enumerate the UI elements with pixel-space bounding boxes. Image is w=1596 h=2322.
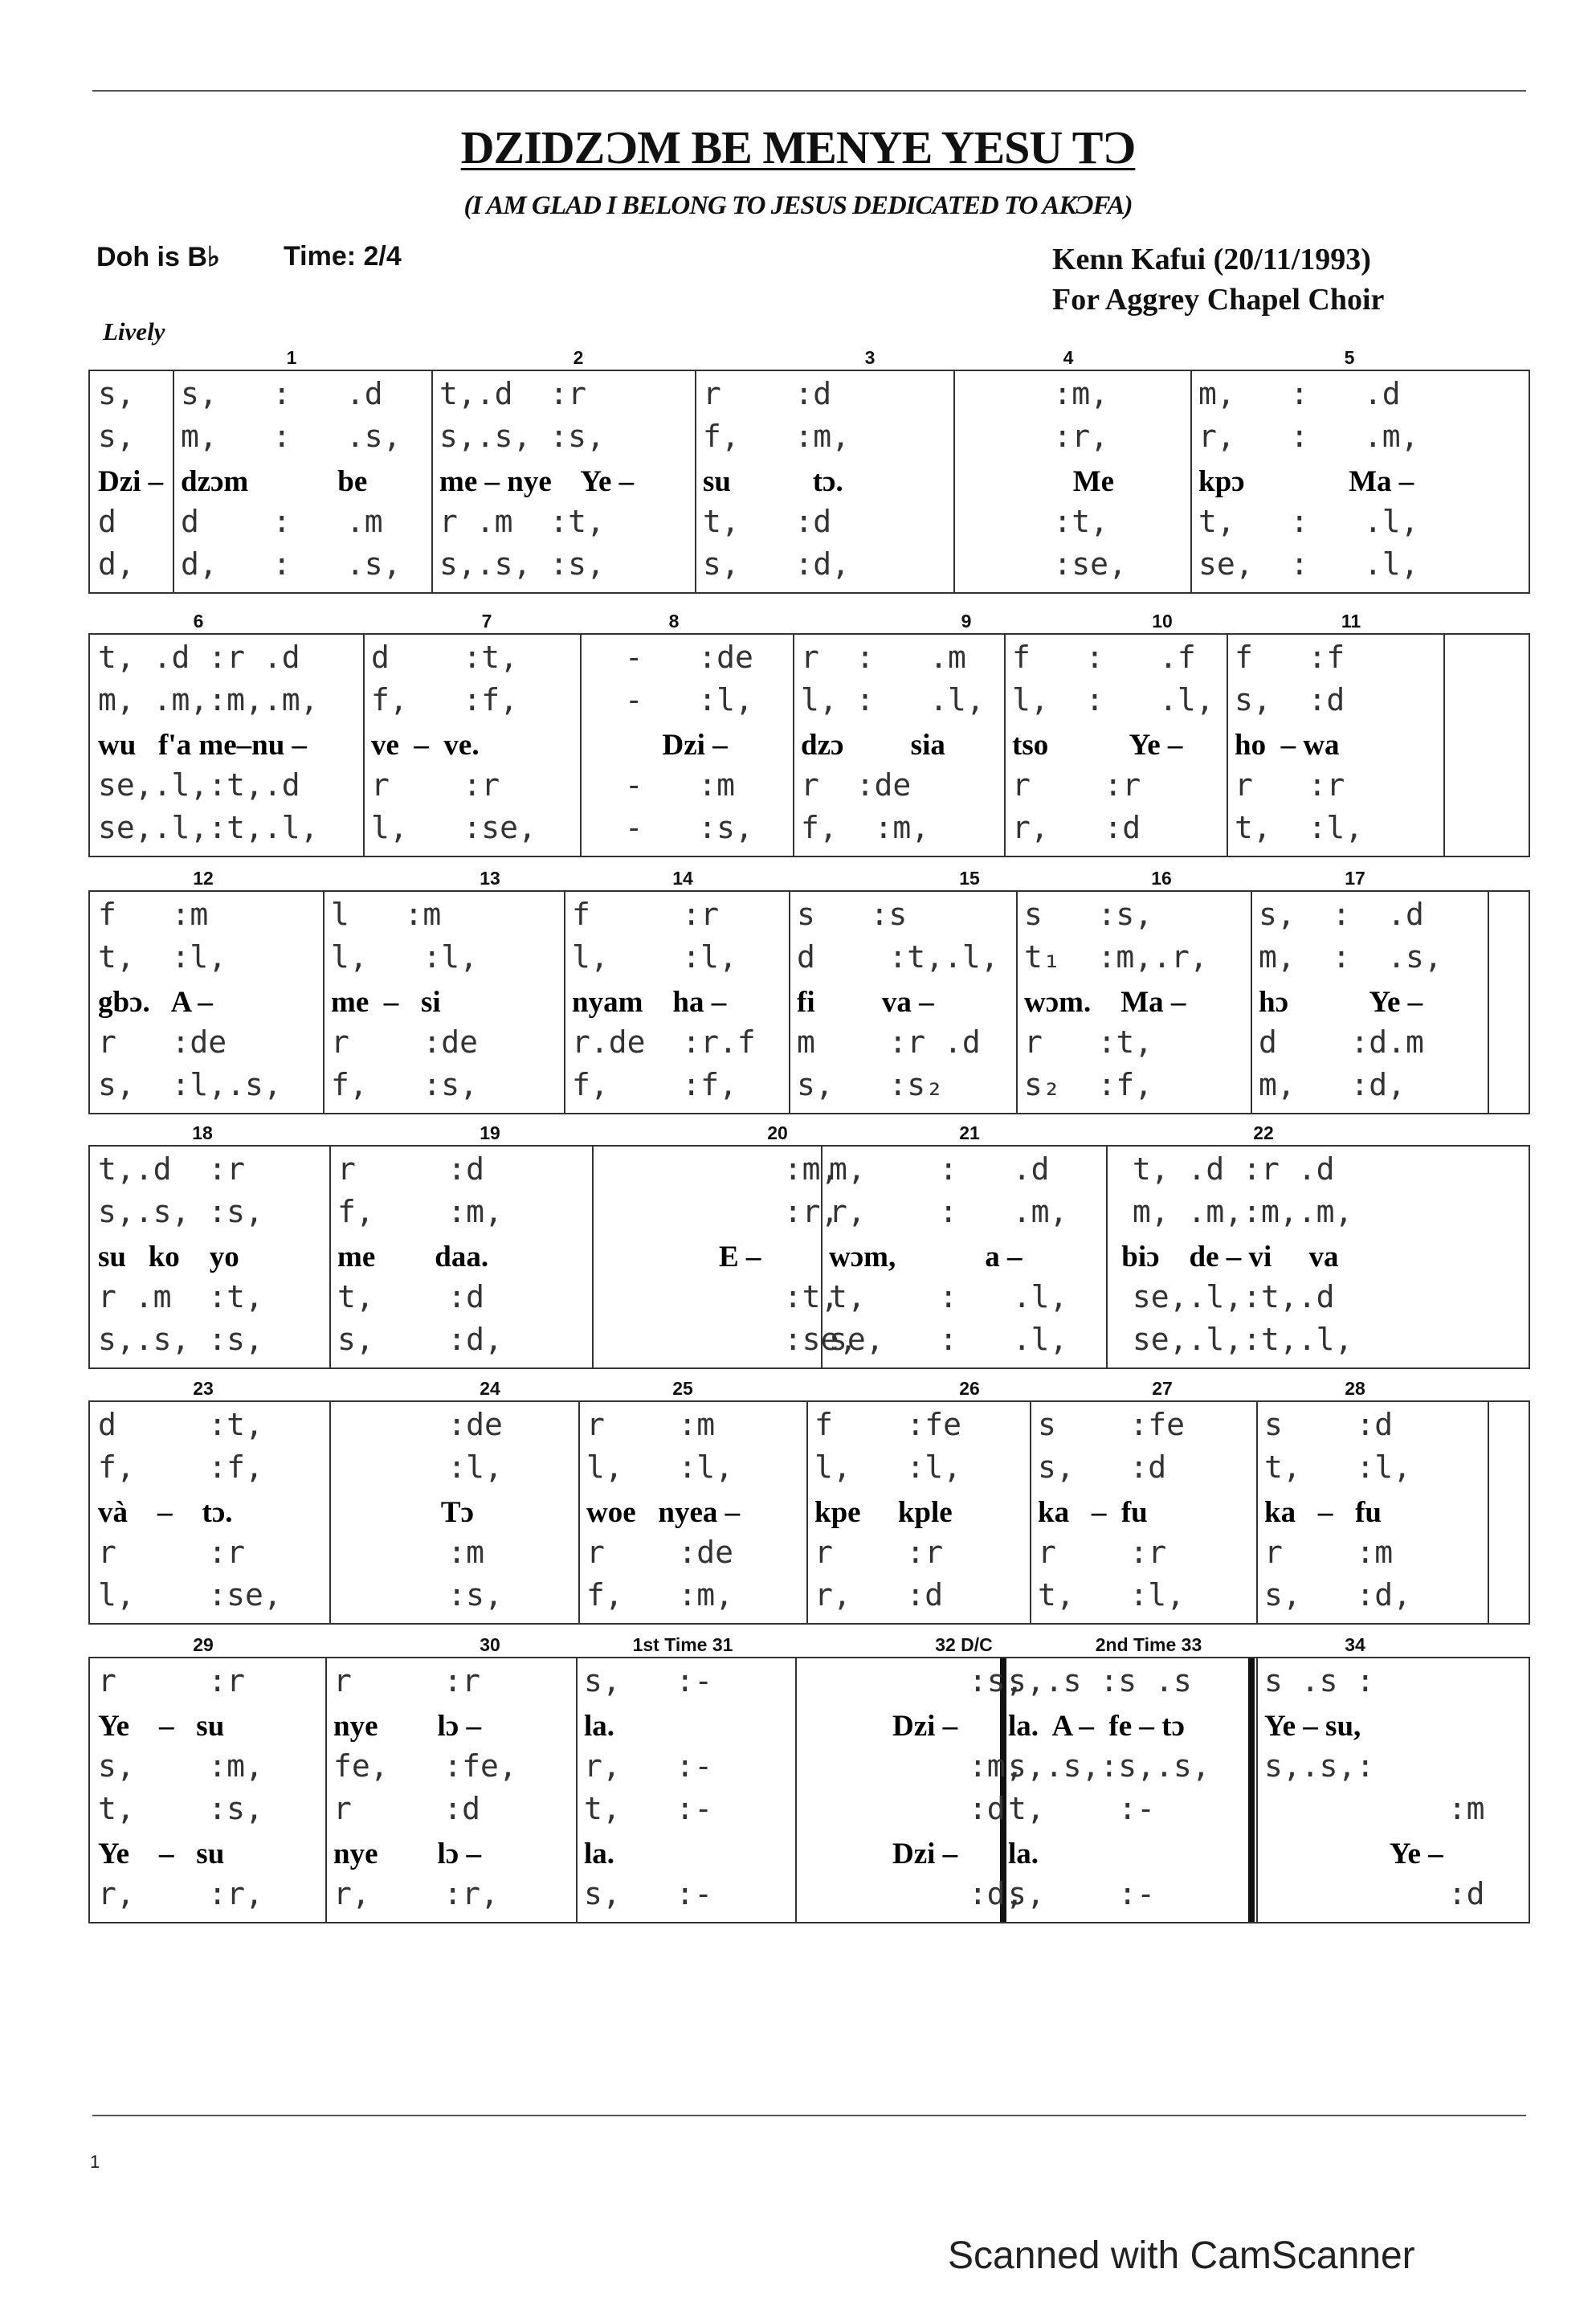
measure-number: 15 xyxy=(959,868,980,889)
solfa-row xyxy=(90,1874,1529,1917)
solfa-cell: :m, xyxy=(600,1151,839,1187)
solfa-cell: t, : .l, xyxy=(829,1279,1068,1314)
solfa-cell: f, :m, xyxy=(337,1194,503,1229)
solfa-row xyxy=(90,938,1529,980)
measure-number: 18 xyxy=(192,1122,213,1143)
solfa-cell: s, :- xyxy=(1008,1876,1156,1911)
solfa-row xyxy=(90,545,1529,587)
solfa-row xyxy=(90,502,1529,545)
solfa-cell: f, :f, xyxy=(98,1449,263,1485)
lyric-cell: fi va – xyxy=(797,986,934,1019)
solfa-cell: t, : .l, xyxy=(1198,504,1419,539)
lyric-cell: ve – ve. xyxy=(371,729,480,762)
solfa-cell: :m, xyxy=(961,376,1109,411)
solfa-cell: d :t,.l, xyxy=(797,939,999,975)
solfa-cell: d : .m xyxy=(181,504,383,539)
solfa-cell: f :fe xyxy=(814,1407,962,1442)
solfa-cell: l, :l, xyxy=(331,939,479,975)
measure-number: 5 xyxy=(1344,347,1355,368)
solfa-row xyxy=(90,1150,1529,1192)
solfa-row xyxy=(90,638,1529,681)
solfa-cell: r .m :t, xyxy=(439,504,605,539)
solfa-cell: t, :- xyxy=(1008,1791,1156,1826)
measure-number: 23 xyxy=(193,1378,214,1399)
solfa-cell: t,.d :r xyxy=(439,376,587,411)
solfa-cell: f :m xyxy=(98,897,209,932)
solfa-cell: :se, xyxy=(961,546,1127,582)
notation-box xyxy=(88,890,1530,1114)
solfa-cell: t, :l, xyxy=(1038,1577,1186,1613)
solfa-cell: m, :d, xyxy=(1259,1067,1406,1102)
solfa-cell: f, :s, xyxy=(331,1067,479,1102)
solfa-cell: d :t, xyxy=(98,1407,263,1442)
solfa-cell: r :r xyxy=(1038,1535,1167,1570)
composer: Kenn Kafui (20/11/1993) xyxy=(1052,243,1371,276)
solfa-cell: f, :f, xyxy=(572,1067,737,1102)
measure-number-row xyxy=(88,345,1530,370)
solfa-cell: r :t, xyxy=(1024,1024,1153,1060)
lyric-cell: tso Ye – xyxy=(1012,729,1183,762)
measure-number: 4 xyxy=(1063,347,1074,368)
lyric-cell: Ye – su xyxy=(98,1710,225,1743)
measure-number: 13 xyxy=(480,868,500,889)
solfa-cell: :d xyxy=(1264,1876,1485,1911)
solfa-cell: f, :m, xyxy=(801,810,930,845)
solfa-cell: d, : .s, xyxy=(181,546,402,582)
measure-number: 17 xyxy=(1345,868,1365,889)
solfa-cell: s .s : xyxy=(1264,1663,1375,1699)
solfa-cell: l, :l, xyxy=(572,939,737,975)
composer-block xyxy=(1052,239,1384,320)
solfa-cell: s, xyxy=(98,419,135,454)
solfa-cell: s :s, xyxy=(1024,897,1153,932)
measure-number-row xyxy=(88,1376,1530,1400)
measure-number: 34 xyxy=(1345,1634,1365,1655)
solfa-cell: r.de :r.f xyxy=(572,1024,756,1060)
solfa-cell: f, :f, xyxy=(371,682,519,717)
solfa-row xyxy=(90,1662,1529,1704)
solfa-cell: s :d xyxy=(1264,1407,1394,1442)
page-number: 1 xyxy=(90,2152,100,2172)
solfa-cell: r :r xyxy=(333,1663,481,1699)
solfa-cell: r :m xyxy=(586,1407,716,1442)
solfa-cell: m, .m,:m,.m, xyxy=(1114,1194,1353,1229)
lyric-cell: Dzi – xyxy=(803,1838,958,1870)
solfa-cell: :d, xyxy=(803,1876,1024,1911)
lyric-cell: nyam ha – xyxy=(572,986,727,1019)
lyric-cell: dzɔ sia xyxy=(801,729,945,762)
measure-number-row xyxy=(88,866,1530,890)
tempo-marking: Lively xyxy=(103,317,165,345)
solfa-row xyxy=(90,1405,1529,1448)
solfa-row xyxy=(90,1065,1529,1108)
solfa-cell: s, :- xyxy=(584,1876,713,1911)
lyric-cell: Dzi – xyxy=(803,1710,958,1743)
lyric-cell: me – nye Ye – xyxy=(439,465,635,498)
measure-number: 9 xyxy=(961,611,972,632)
solfa-cell: r :m xyxy=(1264,1535,1394,1570)
solfa-cell: - :m xyxy=(588,767,736,803)
measure-number: 14 xyxy=(672,868,693,889)
solfa-cell: s,.s, :s, xyxy=(439,419,605,454)
solfa-cell: fe, :fe, xyxy=(333,1748,517,1784)
solfa-cell: r, : .m, xyxy=(1198,419,1419,454)
solfa-cell: d :d.m xyxy=(1259,1024,1424,1060)
solfa-cell: l, :se, xyxy=(98,1577,282,1613)
solfa-cell: r :d xyxy=(337,1151,485,1187)
solfa-cell: :r, xyxy=(961,419,1109,454)
solfa-cell: l, : .l, xyxy=(801,682,985,717)
lyric-cell: wɔm, a – xyxy=(829,1241,1023,1273)
solfa-cell: f :f xyxy=(1235,640,1345,675)
solfa-cell: s, :d, xyxy=(337,1322,503,1357)
solfa-cell: r, :d xyxy=(814,1577,944,1613)
measure-number: 16 xyxy=(1151,868,1172,889)
solfa-row xyxy=(90,1192,1529,1235)
measure-number: 7 xyxy=(481,611,492,632)
measure-number: 25 xyxy=(672,1378,693,1399)
lyric-cell: dzɔm be xyxy=(181,465,368,498)
solfa-cell: s,.s, :s, xyxy=(98,1194,263,1229)
solfa-cell: s :s xyxy=(797,897,908,932)
solfa-cell: :t, xyxy=(600,1279,839,1314)
measure-number: 30 xyxy=(480,1634,500,1655)
solfa-cell: r : .m xyxy=(801,640,966,675)
lyric-row xyxy=(90,460,1529,502)
solfa-cell: se,.l,:t,.l, xyxy=(98,810,319,845)
solfa-row xyxy=(90,766,1529,808)
solfa-cell: r, : .m, xyxy=(829,1194,1068,1229)
measure-number: 26 xyxy=(959,1378,980,1399)
solfa-cell: s, : .d xyxy=(181,376,383,411)
solfa-cell: t, .d :r .d xyxy=(1114,1151,1335,1187)
solfa-cell: se,.l,:t,.l, xyxy=(1114,1322,1353,1357)
lyric-cell: Me xyxy=(961,465,1115,498)
solfa-cell: se,.l,:t,.d xyxy=(98,767,300,803)
measure-number-row xyxy=(88,1121,1530,1145)
solfa-cell: :d xyxy=(803,1791,1006,1826)
solfa-cell: t, :d xyxy=(703,504,832,539)
solfa-cell: s, :- xyxy=(584,1663,713,1699)
notation-box xyxy=(88,1400,1530,1625)
solfa-cell: s, :s₂ xyxy=(797,1067,945,1102)
lyric-cell: gbɔ. A – xyxy=(98,986,213,1019)
solfa-cell: r :r xyxy=(1012,767,1141,803)
lyric-row xyxy=(90,1704,1529,1747)
solfa-row xyxy=(90,895,1529,938)
solfa-cell: s,.s,: xyxy=(1264,1748,1375,1784)
song-subtitle: (I AM GLAD I BELONG TO JESUS DEDICATED TO AKƆFA) xyxy=(463,191,1133,220)
solfa-cell: t, :l, xyxy=(1264,1449,1412,1485)
top-rule xyxy=(92,90,1526,92)
solfa-cell: r :r xyxy=(98,1663,246,1699)
solfa-cell: :s, xyxy=(803,1663,1024,1699)
solfa-cell: s, :l,.s, xyxy=(98,1067,282,1102)
solfa-cell: s, :m, xyxy=(98,1748,263,1784)
solfa-cell: t₁ :m,.r, xyxy=(1024,939,1208,975)
solfa-cell: s, :d xyxy=(1038,1449,1167,1485)
solfa-cell: se, : .l, xyxy=(1198,546,1419,582)
solfa-cell: s, :d xyxy=(1235,682,1345,717)
solfa-cell: m, .m,:m,.m, xyxy=(98,682,319,717)
solfa-cell: s,.s, :s, xyxy=(439,546,605,582)
solfa-cell: :r, xyxy=(600,1194,839,1229)
lyric-cell: nye lɔ – xyxy=(333,1710,481,1743)
solfa-cell: s,.s,:s,.s, xyxy=(1008,1748,1210,1784)
solfa-cell: s, :d, xyxy=(1264,1577,1412,1613)
solfa-cell: t, .d :r .d xyxy=(98,640,300,675)
measure-number: 11 xyxy=(1341,611,1361,632)
solfa-cell: - :l, xyxy=(588,682,753,717)
measure-number: 2nd Time 33 xyxy=(1095,1634,1202,1655)
solfa-cell: :m, xyxy=(803,1748,1024,1784)
solfa-row xyxy=(90,1747,1529,1789)
solfa-cell: :se, xyxy=(600,1322,858,1357)
solfa-row xyxy=(90,1448,1529,1490)
solfa-cell: r :de xyxy=(98,1024,227,1060)
lyric-cell: Dzi – xyxy=(588,729,728,762)
measure-number: 3 xyxy=(864,347,876,368)
solfa-cell: :l, xyxy=(337,1449,503,1485)
lyric-cell: la. xyxy=(584,1710,615,1743)
solfa-cell: r, :r, xyxy=(333,1876,499,1911)
lyric-cell: su tɔ. xyxy=(703,465,843,498)
solfa-cell: t, :l, xyxy=(98,939,227,975)
lyric-cell: nye lɔ – xyxy=(333,1838,481,1870)
solfa-cell: m, : .s, xyxy=(1259,939,1443,975)
solfa-cell: s,.s :s .s xyxy=(1008,1663,1192,1699)
solfa-cell: s,.s, :s, xyxy=(98,1322,263,1357)
lyric-cell: kpɔ Ma – xyxy=(1198,465,1414,498)
key-signature: Doh is B♭ xyxy=(96,242,220,272)
lyric-cell: ka – fu xyxy=(1264,1496,1382,1529)
measure-number: 29 xyxy=(193,1634,214,1655)
notation-box xyxy=(88,370,1530,594)
notation-box xyxy=(88,1657,1530,1923)
solfa-cell: d, xyxy=(98,546,135,582)
solfa-cell: d :t, xyxy=(371,640,519,675)
lyric-cell: ho – wa xyxy=(1235,729,1340,762)
lyric-cell: và – tɔ. xyxy=(98,1496,233,1529)
measure-number-row xyxy=(88,1633,1530,1657)
solfa-cell: r :r xyxy=(98,1535,246,1570)
solfa-row xyxy=(90,374,1529,417)
solfa-cell: s :fe xyxy=(1038,1407,1186,1442)
solfa-cell: r, :r, xyxy=(98,1876,263,1911)
lyric-cell: me daa. xyxy=(337,1241,489,1273)
lyric-cell: la. A – fe – tɔ xyxy=(1008,1710,1185,1743)
lyric-cell: Tɔ xyxy=(337,1496,474,1529)
solfa-cell: s, :d, xyxy=(703,546,851,582)
solfa-row xyxy=(90,1576,1529,1618)
lyric-cell: su ko yo xyxy=(98,1241,239,1273)
solfa-cell: f : .f xyxy=(1012,640,1196,675)
measure-number: 24 xyxy=(480,1378,500,1399)
solfa-cell: :de xyxy=(337,1407,503,1442)
solfa-cell: l, :l, xyxy=(586,1449,734,1485)
solfa-cell: r :de xyxy=(331,1024,479,1060)
score-system xyxy=(88,609,1530,857)
solfa-row xyxy=(90,1789,1529,1832)
measure-number: 1 xyxy=(286,347,297,368)
lyric-row xyxy=(90,1490,1529,1533)
solfa-cell: r :de xyxy=(586,1535,734,1570)
lyric-cell: biɔ de – vi va xyxy=(1114,1241,1339,1273)
lyric-row xyxy=(90,980,1529,1023)
measure-number: 28 xyxy=(1345,1378,1365,1399)
score-system xyxy=(88,345,1530,594)
score-system xyxy=(88,1376,1530,1625)
lyric-cell: la. xyxy=(1008,1838,1039,1870)
solfa-row xyxy=(90,681,1529,723)
solfa-cell: s, : .d xyxy=(1259,897,1424,932)
measure-number: 1st Time 31 xyxy=(632,1634,733,1655)
solfa-cell: f, :m, xyxy=(703,419,851,454)
score-system xyxy=(88,1633,1530,1923)
measure-number: 2 xyxy=(573,347,584,368)
solfa-cell: s₂ :f, xyxy=(1024,1067,1153,1102)
solfa-cell: t, :d xyxy=(337,1279,485,1314)
solfa-row xyxy=(90,1023,1529,1065)
scanner-watermark: Scanned with CamScanner xyxy=(948,2234,1415,2277)
solfa-cell: :s, xyxy=(337,1577,503,1613)
solfa-cell: se,.l,:t,.d xyxy=(1114,1279,1335,1314)
solfa-cell: r :d xyxy=(703,376,832,411)
solfa-cell: r :r xyxy=(814,1535,944,1570)
solfa-cell: r .m :t, xyxy=(98,1279,263,1314)
solfa-cell: r :d xyxy=(333,1791,481,1826)
lyric-cell: ka – fu xyxy=(1038,1496,1148,1529)
lyric-row xyxy=(90,1832,1529,1874)
solfa-row xyxy=(90,1320,1529,1363)
lyric-cell: kpe kple xyxy=(814,1496,953,1529)
measure-number-row xyxy=(88,609,1530,633)
lyric-row xyxy=(90,1235,1529,1278)
notation-box xyxy=(88,633,1530,857)
solfa-cell: l, : .l, xyxy=(1012,682,1214,717)
solfa-cell: r :r xyxy=(1235,767,1345,803)
solfa-cell: t, :s, xyxy=(98,1791,263,1826)
score-system xyxy=(88,866,1530,1114)
notation-box xyxy=(88,1145,1530,1369)
measure-number: 22 xyxy=(1253,1122,1274,1143)
lyric-cell: Ye – xyxy=(1264,1838,1443,1870)
solfa-cell: r :r xyxy=(371,767,500,803)
lyric-cell: wu f'a me–nu – xyxy=(98,729,308,762)
bottom-rule xyxy=(92,2115,1526,2116)
lyric-cell: woe nyea – xyxy=(586,1496,741,1529)
solfa-cell: :m xyxy=(337,1535,485,1570)
solfa-cell: m, : .s, xyxy=(181,419,402,454)
solfa-row xyxy=(90,1533,1529,1576)
lyric-cell: Dzi – xyxy=(98,465,164,498)
solfa-cell: r :de xyxy=(801,767,912,803)
solfa-cell: r, :d xyxy=(1012,810,1141,845)
lyric-cell: la. xyxy=(584,1838,615,1870)
solfa-cell: se, : .l, xyxy=(829,1322,1068,1357)
solfa-cell: - :de xyxy=(588,640,753,675)
solfa-cell: l, :se, xyxy=(371,810,537,845)
solfa-cell: r, :- xyxy=(584,1748,713,1784)
solfa-cell: m :r .d xyxy=(797,1024,981,1060)
lyric-cell: Ye – su xyxy=(98,1838,225,1870)
solfa-cell: f, :m, xyxy=(586,1577,734,1613)
solfa-row xyxy=(90,417,1529,460)
solfa-cell: s, xyxy=(98,376,135,411)
measure-number: 27 xyxy=(1152,1378,1173,1399)
solfa-cell: t, :- xyxy=(584,1791,713,1826)
time-signature: Time: 2/4 xyxy=(284,241,402,272)
solfa-cell: :t, xyxy=(961,504,1109,539)
measure-number: 19 xyxy=(480,1122,500,1143)
measure-number: 6 xyxy=(193,611,204,632)
lyric-cell: wɔm. Ma – xyxy=(1024,986,1186,1019)
solfa-cell: m, : .d xyxy=(829,1151,1050,1187)
lyric-cell: E – xyxy=(600,1241,761,1273)
solfa-cell: d xyxy=(98,504,116,539)
score-system xyxy=(88,1121,1530,1369)
solfa-row xyxy=(90,808,1529,851)
lyric-cell: hɔ Ye – xyxy=(1259,986,1423,1019)
measure-number: 32 D/C xyxy=(935,1634,993,1655)
solfa-cell: t,.d :r xyxy=(98,1151,246,1187)
solfa-cell: l :m xyxy=(331,897,442,932)
measure-number: 20 xyxy=(767,1122,788,1143)
solfa-row xyxy=(90,1278,1529,1320)
solfa-cell: t, :l, xyxy=(1235,810,1364,845)
lyric-cell: Ye – su, xyxy=(1264,1710,1361,1743)
lyric-cell: me – si xyxy=(331,986,441,1019)
measure-number: 8 xyxy=(668,611,680,632)
measure-number: 12 xyxy=(193,868,214,889)
solfa-cell: l, :l, xyxy=(814,1449,962,1485)
dedication: For Aggrey Chapel Choir xyxy=(1052,283,1385,317)
lyric-row xyxy=(90,723,1529,766)
solfa-cell: - :s, xyxy=(588,810,753,845)
solfa-cell: f :r xyxy=(572,897,720,932)
song-title: DZIDZƆM BE MENYE YESU TƆ xyxy=(460,121,1136,174)
solfa-cell: :m xyxy=(1264,1791,1485,1826)
solfa-cell: m, : .d xyxy=(1198,376,1401,411)
measure-number: 21 xyxy=(959,1122,980,1143)
measure-number: 10 xyxy=(1152,611,1173,632)
